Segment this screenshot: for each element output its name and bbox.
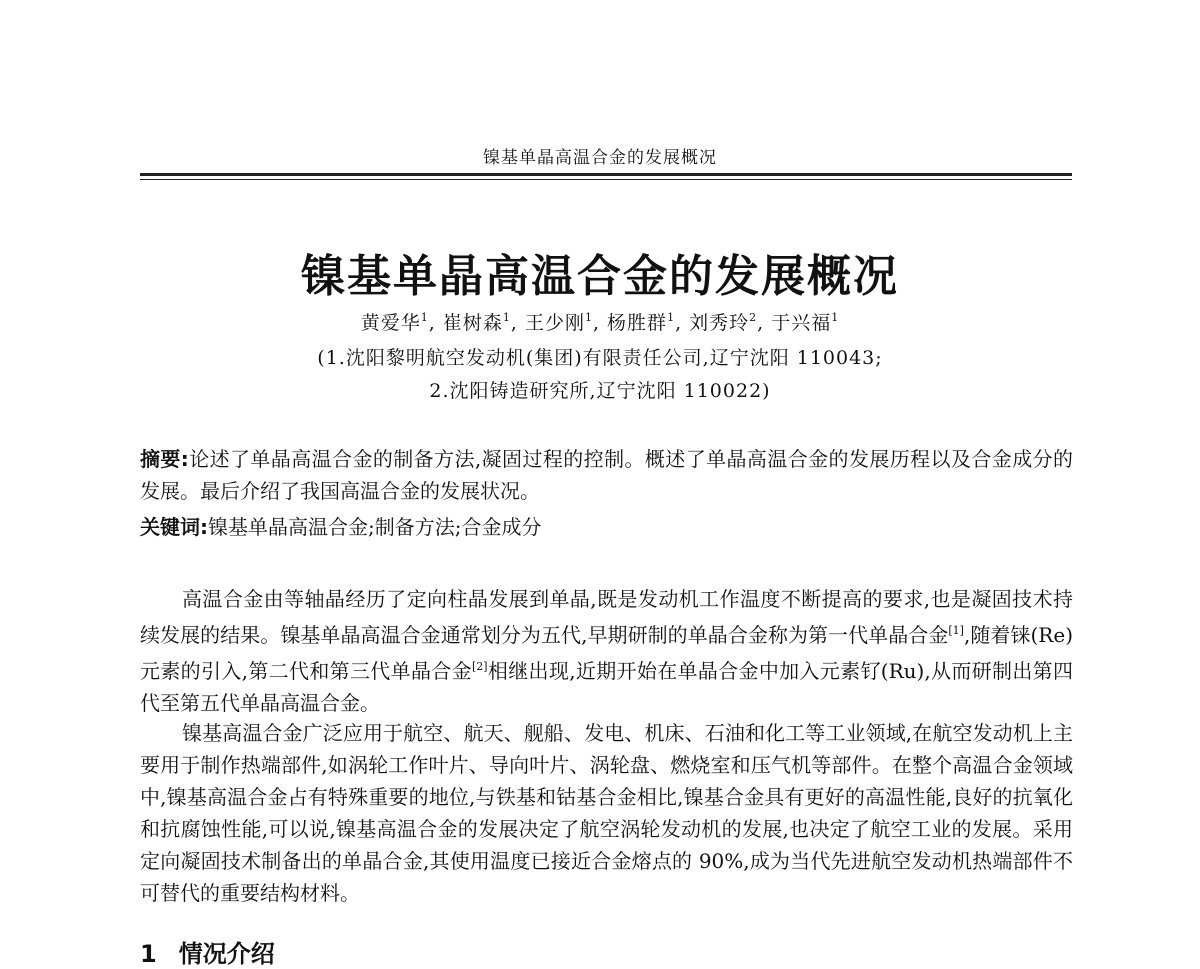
abstract-text: 论述了单晶高温合金的制备方法,凝固过程的控制。概述了单晶高温合金的发展历程以及合金成分的发展。最后介绍了我国高温合金的发展状况。: [140, 447, 1073, 503]
keywords-text: 镍基单晶高温合金;制备方法;合金成分: [208, 515, 542, 539]
body-text: ,随着铼(Re)元素的引入,第二代和第三代单晶合金: [140, 623, 1074, 683]
abstract: [140, 443, 1073, 507]
author-list: 黄爱华$^1$, 崔树森$^1$, 王少刚$^1$, 杨胜群$^1$, 刘秀玲$^2$, 于兴福$^1$: [360, 311, 840, 334]
citation-ref[interactable]: [1]: [948, 624, 964, 637]
keywords-label: 关键词:: [140, 515, 208, 539]
body-paragraph: 镍基高温合金广泛应用于航空、航天、舰船、发电、机床、石油和化工等工业领域,在航空发动机上主要用于制作热端部件,如涡轮工作叶片、导向叶片、涡轮盘、燃烧室和压气机等部件。在整个高温合金领域中,镍基高温合金占有特殊重要的地位,与铁基和钴基合金相比,镍基合金具有更好的高温性能,良好的抗氧化和抗腐蚀性能,可以说,镍基高温合金的发展决定了航空涡轮发动机的发展,也决定了航空工业的发展。采用定向凝固技术制备出的单晶合金,其使用温度已接近合金熔点的 90%,成为当代先进航空发动机热端部件不可替代的重要结构材料。: [140, 721, 1073, 905]
keywords: [140, 511, 1073, 543]
author-affiliation-mark: 1: [420, 311, 429, 324]
author-name: 王少刚: [524, 312, 585, 334]
author-name: 于兴福: [771, 312, 832, 334]
author-name: 崔树森: [442, 312, 503, 334]
author-affiliation-mark: 1: [584, 311, 593, 324]
author-name: 黄爱华: [360, 312, 421, 334]
author-affiliation-mark: 1: [502, 311, 511, 324]
section-title: 情况介绍: [178, 940, 275, 968]
body-text: 相继出现,近期开始在单晶合金中加入元素钌(Ru),从而研制出第四代至第五代单晶高温合金。: [140, 659, 1074, 715]
header-rule-thick: [140, 173, 1072, 176]
running-head: 镍基单晶高温合金的发展概况: [483, 148, 717, 168]
author-affiliation-mark: 1: [831, 311, 840, 324]
body-paragraph: [140, 583, 1073, 719]
affiliation-line: 2.沈阳铸造研究所,辽宁沈阳 110022): [429, 380, 771, 402]
header-rule-thin: [140, 179, 1072, 180]
section-number: 1: [140, 940, 157, 968]
citation-ref[interactable]: [2]: [471, 660, 488, 673]
affiliation-line: (1.沈阳黎明航空发动机(集团)有限责任公司,辽宁沈阳 110043;: [317, 347, 883, 369]
author-affiliation-mark: 2: [749, 311, 758, 324]
body-text: 高温合金由等轴晶经历了定向柱晶发展到单晶,既是发动机工作温度不断提高的要求,也是凝固技术持续发展的结果。镍基单晶高温合金通常划分为五代,早期研制的单晶合金称为第一代单晶合金: [140, 587, 1073, 647]
author-name: 杨胜群: [607, 312, 668, 334]
author-name: 刘秀玲: [689, 312, 750, 334]
author-affiliation-mark: 1: [667, 311, 676, 324]
abstract-label: 摘要:: [140, 447, 189, 471]
paper-title: 镍基单晶高温合金的发展概况: [301, 251, 899, 302]
